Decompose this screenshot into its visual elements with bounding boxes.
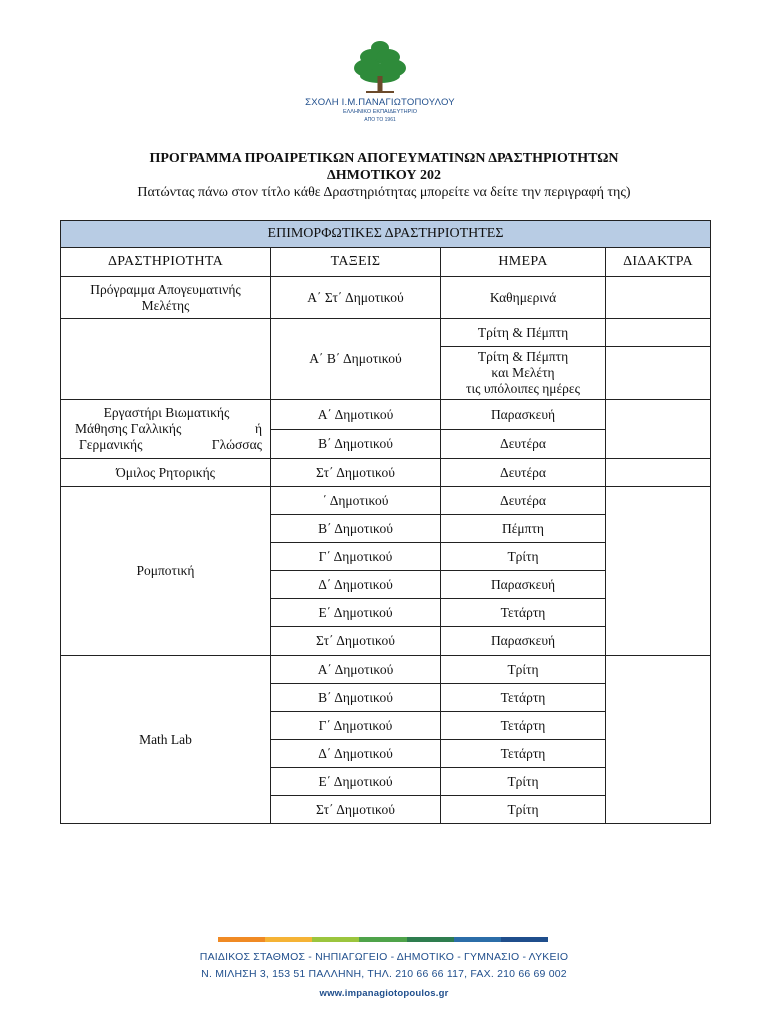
fees-cell — [606, 656, 711, 824]
day-cell: Τρίτη — [441, 543, 606, 571]
footer-address: Ν. ΜΙΛΗΣΗ 3, 153 51 ΠΑΛΛΗΝΗ, ΤΗΛ. 210 66 66 117, FAX. 210 66 69 002 — [201, 968, 567, 980]
fees-cell — [606, 459, 711, 487]
page-title-line2: ΔΗΜΟΤΙΚΟΥ 202 — [327, 168, 441, 183]
table-row — [61, 487, 711, 515]
classes-cell: Α΄ Στ΄ Δημοτικού — [271, 277, 441, 319]
activity-link[interactable]: Όμιλος Ρητορικής — [61, 459, 271, 487]
header-activity: ΔΡΑΣΤΗΡΙΟΤΗΤΑ — [61, 248, 271, 277]
day-cell: Καθημερινά — [441, 277, 606, 319]
classes-cell: Ε΄ Δημοτικού — [271, 768, 441, 796]
day-cell: Τετάρτη — [441, 712, 606, 740]
section-header: ΕΠΙΜΟΡΦΩΤΙΚΕΣ ΔΡΑΣΤΗΡΙΟΤΗΤΕΣ — [61, 221, 711, 248]
fees-cell — [606, 347, 711, 400]
schedule-table — [60, 220, 711, 824]
fees-cell — [606, 277, 711, 319]
classes-cell: Στ΄ Δημοτικού — [271, 459, 441, 487]
table-row — [61, 459, 711, 487]
table-row — [61, 400, 711, 430]
tree-icon — [350, 38, 410, 96]
table-row — [61, 319, 711, 347]
classes-cell: Γ΄ Δημοτικού — [271, 712, 441, 740]
classes-cell: Δ΄ Δημοτικού — [271, 740, 441, 768]
day-cell: Παρασκευή — [441, 400, 606, 430]
page-title: ΠΡΟΓΡΑΜΜΑ ΠΡΟΑΙΡΕΤΙΚΩΝ ΑΠΟΓΕΥΜΑΤΙΝΩΝ ΔΡΑΣΤΗΡΙΟΤΗΤΩΝ — [149, 151, 619, 166]
classes-cell: Β΄ Δημοτικού — [271, 430, 441, 459]
activity-link[interactable]: Math Lab — [61, 656, 271, 824]
classes-cell: Γ΄ Δημοτικού — [271, 543, 441, 571]
footer-color-bar — [218, 937, 548, 942]
footer-bar-segment — [454, 937, 501, 942]
classes-cell: ΄ Δημοτικού — [271, 487, 441, 515]
header-classes: ΤΑΞΕΙΣ — [271, 248, 441, 277]
section-row — [61, 221, 711, 248]
fees-cell — [606, 319, 711, 347]
footer-bar-segment — [359, 937, 406, 942]
classes-cell: Β΄ Δημοτικού — [271, 684, 441, 712]
header-fees: ΔΙΔΑΚΤΡΑ — [606, 248, 711, 277]
footer-website-link[interactable]: www.impanagiotopoulos.gr — [319, 988, 449, 999]
footer-bar-segment — [501, 937, 548, 942]
footer-bar-segment — [265, 937, 312, 942]
day-line: και Μελέτη — [491, 365, 555, 380]
school-subtitle: ΕΛΛΗΝΙΚΟ ΕΚΠΑΙΔΕΥΤΗΡΙΟ — [342, 109, 418, 115]
footer-levels: ΠΑΙΔΙΚΟΣ ΣΤΑΘΜΟΣ - ΝΗΠΙΑΓΩΓΕΙΟ - ΔΗΜΟΤΙΚΟ - ΓΥΜΝΑΣΙΟ - ΛΥΚΕΙΟ — [199, 951, 569, 963]
header-row — [61, 248, 711, 277]
day-cell: Τετάρτη — [441, 684, 606, 712]
day-cell: Τετάρτη — [441, 740, 606, 768]
classes-cell: Α΄ Δημοτικού — [271, 400, 441, 430]
footer-bar-segment — [407, 937, 454, 942]
page-subtitle: Πατώντας πάνω στον τίτλο κάθε Δραστηριότητας μπορείτε να δείτε την περιγραφή της) — [137, 185, 631, 200]
day-cell: Τρίτη — [441, 796, 606, 824]
classes-cell: Στ΄ Δημοτικού — [271, 796, 441, 824]
day-cell — [441, 347, 606, 400]
classes-cell: Α΄ Δημοτικού — [271, 656, 441, 684]
table-row — [61, 656, 711, 684]
header-day: ΗΜΕΡΑ — [441, 248, 606, 277]
classes-cell: Ε΄ Δημοτικού — [271, 599, 441, 627]
day-line: Τρίτη & Πέμπτη — [477, 349, 569, 364]
activity-link[interactable] — [61, 400, 271, 459]
day-cell: Τετάρτη — [441, 599, 606, 627]
day-cell: Δευτέρα — [441, 487, 606, 515]
school-name: ΣΧΟΛΗ Ι.Μ.ΠΑΝΑΓΙΩΤΟΠΟΥΛΟΥ — [305, 97, 455, 108]
day-line: τις υπόλοιπες ημέρες — [466, 381, 580, 396]
fees-cell — [606, 487, 711, 656]
day-cell: Παρασκευή — [441, 627, 606, 656]
school-year: ΑΠΟ ΤΟ 1961 — [364, 117, 396, 123]
school-logo — [300, 38, 460, 133]
activity-line: Μάθησης Γαλλικής ή — [75, 421, 262, 436]
classes-cell: Β΄ Δημοτικού — [271, 515, 441, 543]
day-cell: Παρασκευή — [441, 571, 606, 599]
day-cell: Δευτέρα — [441, 459, 606, 487]
fees-cell — [606, 400, 711, 459]
day-cell: Τρίτη — [441, 656, 606, 684]
footer-bar-segment — [218, 937, 265, 942]
day-cell: Τρίτη — [441, 768, 606, 796]
classes-cell: Α΄ Β΄ Δημοτικού — [271, 319, 441, 400]
day-cell: Πέμπτη — [441, 515, 606, 543]
classes-cell: Στ΄ Δημοτικού — [271, 627, 441, 656]
activity-link[interactable]: Ρομποτική — [61, 487, 271, 656]
activity-line: Γερμανικής Γλώσσας — [79, 437, 262, 452]
footer-bar-segment — [312, 937, 359, 942]
activity-cell-empty — [61, 319, 271, 400]
day-cell: Τρίτη & Πέμπτη — [441, 319, 606, 347]
day-cell: Δευτέρα — [441, 430, 606, 459]
table-row — [61, 277, 711, 319]
activity-link[interactable]: Πρόγραμμα Απογευματινής Μελέτης — [61, 277, 271, 319]
activity-line: Εργαστήρι Βιωματικής — [103, 405, 230, 420]
classes-cell: Δ΄ Δημοτικού — [271, 571, 441, 599]
